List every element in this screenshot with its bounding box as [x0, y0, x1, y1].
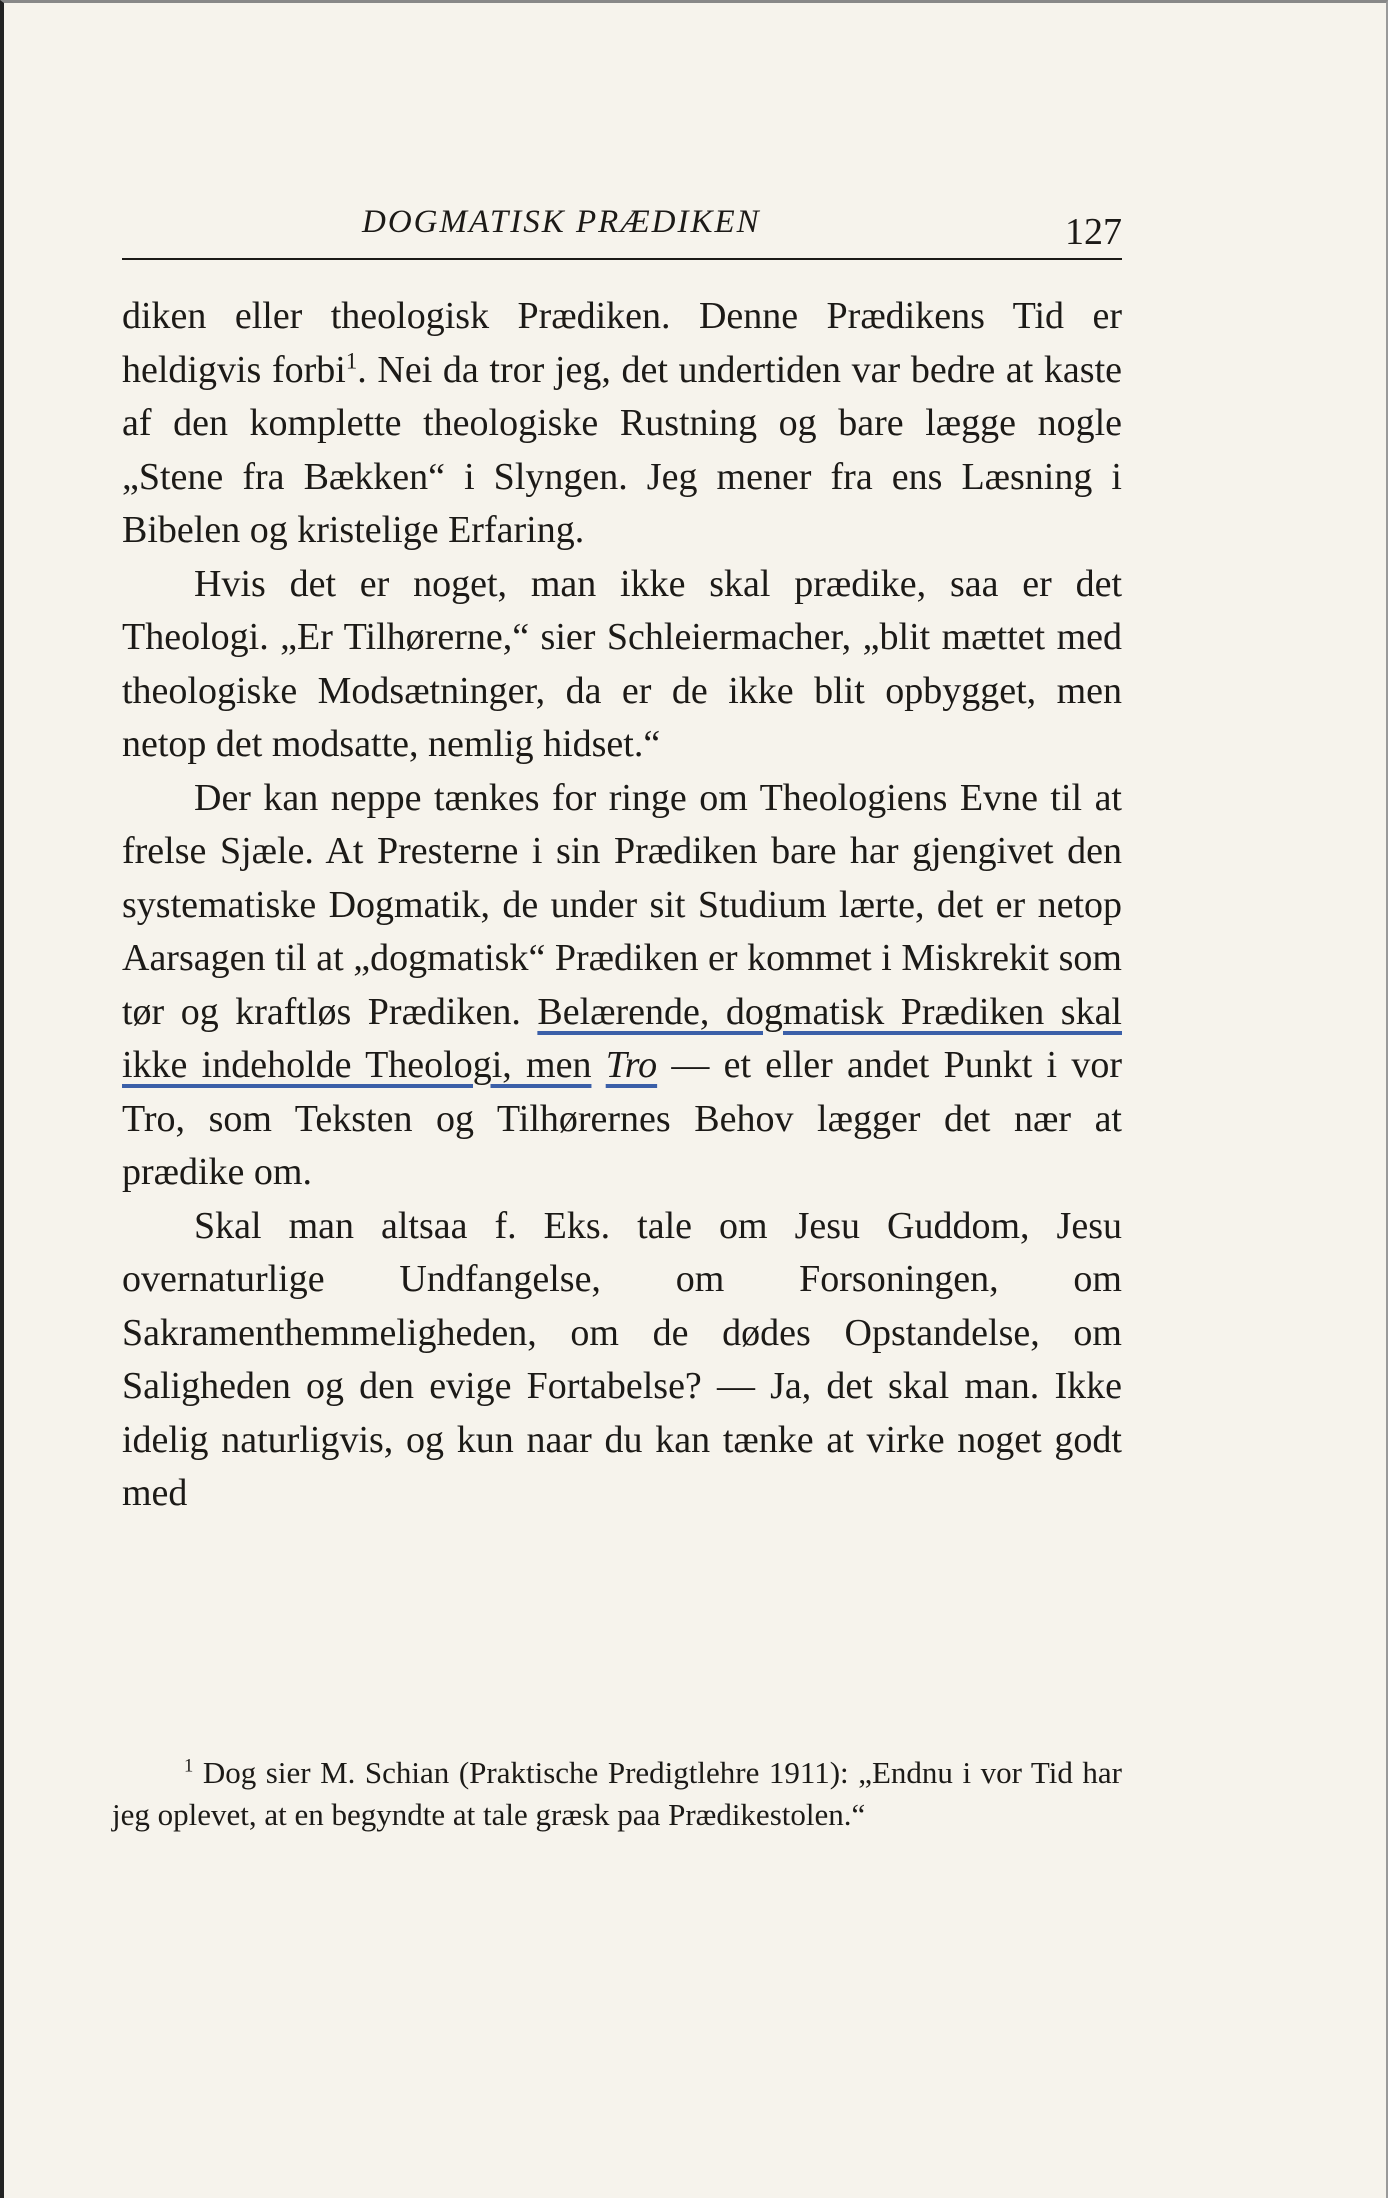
- paragraph-3-after: — et eller andet Punkt i vor Tro, som Teksten og Tilhørernes Behov lægger det nær at prædike om.: [122, 1044, 1122, 1193]
- underlined-tro: Tro: [605, 1044, 658, 1086]
- underlined-passage: Belærende, dogmatisk Prædiken skal ikke indeholde Theologi, men: [122, 990, 1122, 1086]
- page-number: 127: [1065, 211, 1122, 253]
- running-head: DOGMATISK PRÆDIKEN: [362, 204, 761, 240]
- paragraph-3-space: [591, 1044, 605, 1086]
- footnote-marker: 1: [184, 1755, 194, 1777]
- footnote-ref: 1: [345, 347, 358, 373]
- paragraph-4: Skal man altsaa f. Eks. tale om Jesu Guddom, Jesu overnaturlige Undfangelse, om Forsoningen, om Sakramenthemmeligheden, om de dødes Opstandelse, om Saligheden og den evige Fortabelse? — Ja, det skal man. Ikke idelig naturligvis, og kun naar du kan tænke at virke noget godt med: [122, 1204, 1122, 1514]
- footnote-1: [112, 1752, 1122, 1836]
- paragraph-2: Hvis det er noget, man ikke skal prædike, saa er det Theologi. „Er Tilhørerne,“ sier Schleiermacher, „blit mættet med theologiske Modsætninger, da er de ikke blit opbygget, men netop det modsatte, nemlig hidset.“: [122, 562, 1122, 765]
- body-text: [122, 290, 1122, 1521]
- paragraph-1-rest: . Nei da tror jeg, det undertiden var bedre at kaste af den komplette theologiske Rustning og bare lægge nogle „Stene fra Bækken“ i Slyngen. Jeg mener fra ens Læsning i Bibelen og kristelige Erfaring.: [122, 348, 1122, 551]
- paragraph-3-before: Der kan neppe tænkes for ringe om Theologiens Evne til at frelse Sjæle. At Presterne i sin Prædiken bare har gjengivet den systematiske Dogmatik, de under sit Studium lærte, det er netop Aarsagen til at „dogmatisk“ Prædiken er kommet i Miskrekit som tør og kraftløs Prædiken.: [122, 776, 1122, 1033]
- footnotes: [112, 1752, 1122, 1836]
- paragraph-1-text: diken eller theologisk Prædiken. Denne Prædikens Tid er heldigvis forbi: [122, 295, 1122, 391]
- paragraph-1: [122, 290, 1122, 558]
- page-header: [122, 200, 1122, 260]
- paragraph-3: [122, 772, 1122, 1200]
- footnote-text: Dog sier M. Schian (Praktische Predigtlehre 1911): „Endnu i vor Tid har jeg oplevet, at en begyndte at tale græsk paa Prædikestolen.“: [112, 1755, 1122, 1832]
